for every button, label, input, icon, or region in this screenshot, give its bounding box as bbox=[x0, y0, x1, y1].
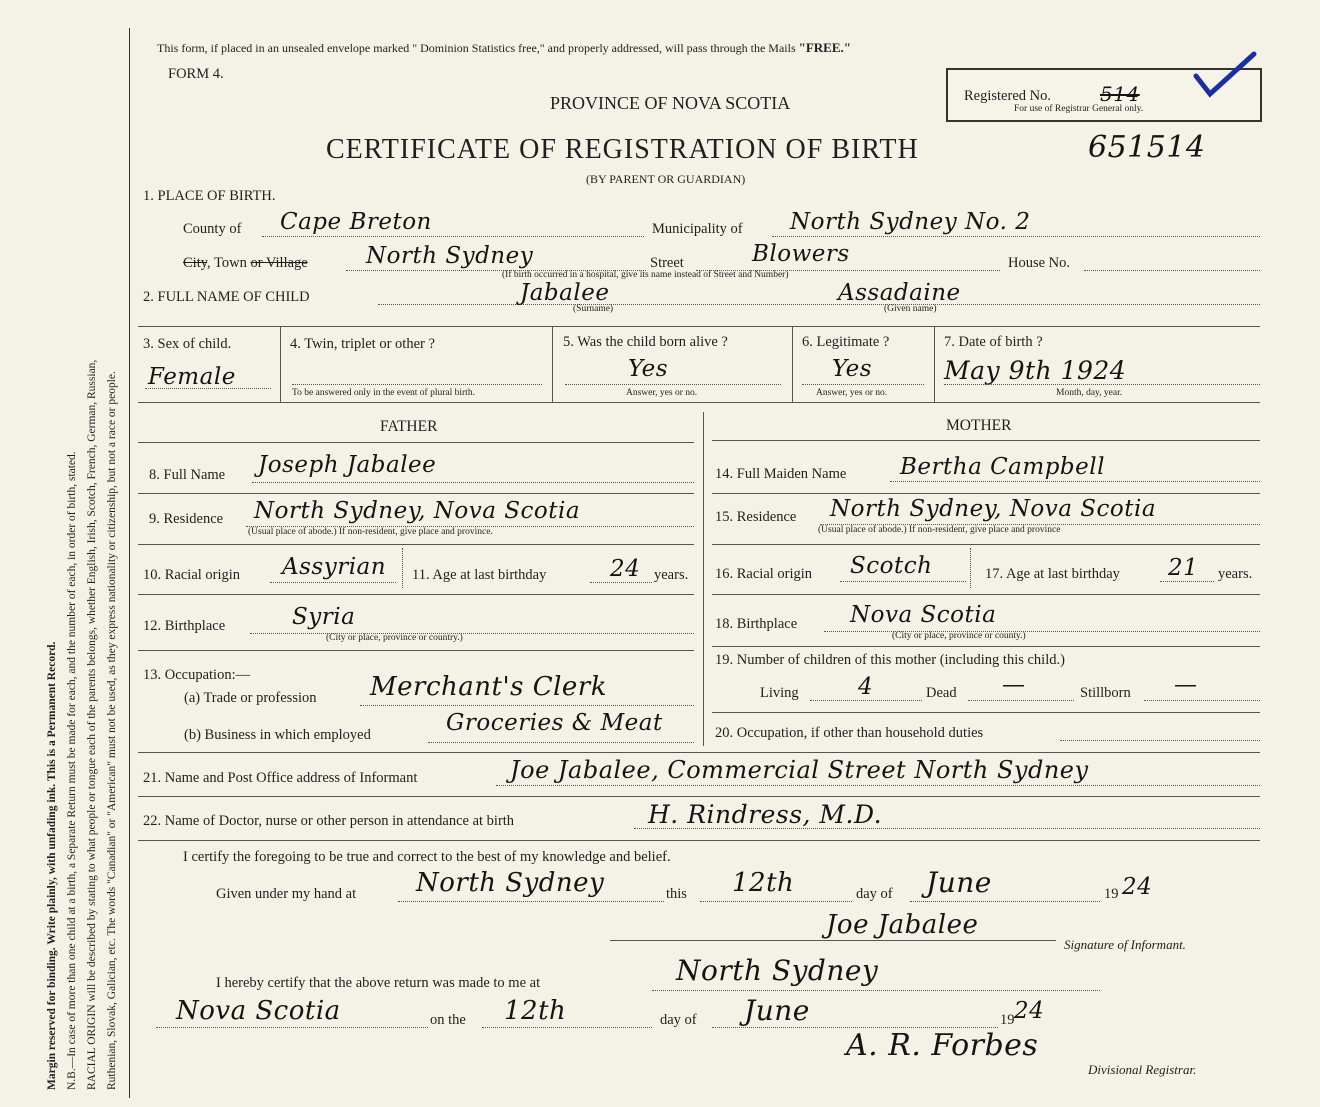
mother-birthplace-label: 18. Birthplace bbox=[715, 616, 798, 632]
dead-value: — bbox=[1002, 672, 1026, 698]
mother-name-label: 14. Full Maiden Name bbox=[715, 466, 847, 482]
dob-value: May 9th 1924 bbox=[944, 356, 1127, 385]
municipality-label: Municipality of bbox=[652, 221, 743, 237]
father-residence-value: North Sydney, Nova Scotia bbox=[254, 498, 581, 524]
registrar-signature-label: Divisional Registrar. bbox=[1088, 1062, 1197, 1077]
margin-rule bbox=[129, 28, 130, 1098]
registered-value: 514 bbox=[1100, 82, 1140, 106]
registrar-year-value: 24 bbox=[1014, 998, 1045, 1024]
margin-instructions bbox=[40, 0, 128, 1107]
born-alive-value: Yes bbox=[628, 356, 669, 382]
mother-race-value: Scotch bbox=[850, 553, 933, 579]
father-birthplace-value: Syria bbox=[292, 604, 356, 630]
city-label: City bbox=[183, 255, 208, 271]
certify-day-of-label: day of bbox=[856, 886, 893, 902]
informant-signature-label: Signature of Informant. bbox=[1064, 937, 1186, 952]
certify-year-prefix: 19 bbox=[1104, 886, 1119, 902]
mother-occupation-label: 20. Occupation, if other than household duties bbox=[715, 725, 984, 741]
page-subtitle: (BY PARENT OR GUARDIAN) bbox=[586, 172, 746, 186]
village-label: or Village bbox=[250, 255, 308, 271]
living-value: 4 bbox=[858, 674, 874, 700]
doctor-value: H. Rindress, M.D. bbox=[648, 800, 883, 829]
registrar-day-of-label: day of bbox=[660, 1012, 697, 1028]
mother-age-value: 21 bbox=[1168, 555, 1199, 581]
mother-residence-note: (Usual place of abode.) If non-resident, give place and province bbox=[818, 525, 1061, 535]
father-birthplace-label: 12. Birthplace bbox=[143, 618, 226, 634]
father-business-label: (b) Business in which employed bbox=[184, 727, 371, 743]
informant-label: 21. Name and Post Office address of Informant bbox=[143, 770, 418, 786]
registered-label: Registered No. bbox=[964, 88, 1051, 104]
child-surname-value: Jabalee bbox=[520, 280, 610, 306]
registrar-note: For use of Registrar General only. bbox=[1014, 104, 1144, 114]
certify-this-label: this bbox=[666, 886, 687, 902]
town-label bbox=[183, 255, 308, 272]
certify-month-value: June bbox=[926, 866, 992, 899]
surname-caption: (Surname) bbox=[573, 304, 614, 314]
place-of-birth-heading: 1. PLACE OF BIRTH. bbox=[143, 188, 276, 204]
twin-note: To be answered only in the event of plural birth. bbox=[292, 388, 475, 398]
checkmark-icon bbox=[1190, 48, 1260, 108]
sex-label: 3. Sex of child. bbox=[143, 336, 232, 352]
mother-age-years: years. bbox=[1218, 566, 1253, 582]
postal-notice bbox=[157, 40, 851, 56]
certify-day-value: 12th bbox=[732, 868, 795, 898]
postal-notice-free: "FREE." bbox=[798, 40, 851, 55]
certify-year-value: 24 bbox=[1122, 874, 1153, 900]
father-race-label: 10. Racial origin bbox=[143, 567, 241, 583]
father-residence-label: 9. Residence bbox=[149, 511, 224, 527]
margin-multiple-birth-note: N.B.—In case of more than one child at a birth, a Separate Return must be made for each, and the number of each, in order of birth, stated. bbox=[66, 451, 78, 1090]
father-occupation-label: 13. Occupation:— bbox=[143, 667, 251, 683]
handwritten-certificate-number: 651514 bbox=[1088, 130, 1206, 165]
mother-age-label: 17. Age at last birthday bbox=[985, 566, 1120, 582]
hospital-note: (If birth occurred in a hospital, give its name instead of Street and Number) bbox=[502, 270, 789, 280]
margin-racial-origin-note-2: Ruthenian, Slovak, Galician, etc. The words "Canadian" or "American" must not be used, as they express nationality or citizenship, but not a race or people. bbox=[106, 371, 118, 1090]
street-label: Street bbox=[650, 255, 684, 271]
father-heading: FATHER bbox=[380, 418, 438, 435]
father-residence-note: (Usual place of abode.) If non-resident, give place and province. bbox=[248, 527, 493, 537]
postal-notice-text: This form, if placed in an unsealed envelope marked " Dominion Statistics free," and properly addressed, will pass through the Mails bbox=[157, 41, 796, 55]
informant-value: Joe Jabalee, Commercial Street North Sydney bbox=[510, 756, 1089, 784]
informant-signature: Joe Jabalee bbox=[826, 910, 979, 940]
registrar-on-the-label: on the bbox=[430, 1012, 466, 1028]
legitimate-value: Yes bbox=[832, 356, 873, 382]
given-name-caption: (Given name) bbox=[884, 304, 937, 314]
registrar-province-value: Nova Scotia bbox=[176, 996, 341, 1026]
registrar-month-value: June bbox=[744, 994, 810, 1027]
stillborn-label: Stillborn bbox=[1080, 685, 1131, 701]
province-heading: PROVINCE OF NOVA SCOTIA bbox=[550, 93, 791, 113]
margin-binding-note: Margin reserved for binding. Write plainly, with unfading ink. This is a Permanent Record. bbox=[46, 641, 58, 1090]
twin-label: 4. Twin, triplet or other ? bbox=[290, 336, 435, 352]
dead-label: Dead bbox=[926, 685, 957, 701]
registrar-signature: A. R. Forbes bbox=[846, 1028, 1039, 1063]
living-label: Living bbox=[760, 685, 799, 701]
father-age-value: 24 bbox=[610, 556, 641, 582]
father-trade-label: (a) Trade or profession bbox=[184, 690, 317, 706]
sex-value: Female bbox=[148, 364, 236, 390]
county-label: County of bbox=[183, 221, 242, 237]
town-value: North Sydney bbox=[366, 243, 534, 269]
father-race-value: Assyrian bbox=[282, 554, 387, 580]
town-label-text: , Town bbox=[207, 255, 247, 271]
legitimate-label: 6. Legitimate ? bbox=[802, 334, 890, 350]
doctor-label: 22. Name of Doctor, nurse or other person in attendance at birth bbox=[143, 813, 515, 829]
page-title: CERTIFICATE OF REGISTRATION OF BIRTH bbox=[326, 134, 919, 165]
stillborn-value: — bbox=[1174, 672, 1198, 698]
given-under-hand-label: Given under my hand at bbox=[216, 886, 357, 902]
registrar-day-value: 12th bbox=[504, 996, 567, 1026]
mother-birthplace-note: (City or place, province or county.) bbox=[892, 631, 1026, 641]
child-name-label: 2. FULL NAME OF CHILD bbox=[143, 289, 310, 305]
born-alive-note: Answer, yes or no. bbox=[626, 388, 698, 398]
registrar-place-value: North Sydney bbox=[676, 954, 879, 987]
mother-residence-label: 15. Residence bbox=[715, 509, 797, 525]
father-trade-value: Merchant's Clerk bbox=[370, 672, 607, 702]
mother-birthplace-value: Nova Scotia bbox=[850, 602, 997, 628]
municipality-value: North Sydney No. 2 bbox=[790, 209, 1031, 235]
dob-note: Month, day, year. bbox=[1056, 388, 1123, 398]
father-age-label: 11. Age at last birthday bbox=[412, 567, 547, 583]
margin-racial-origin-note: RACIAL ORIGIN will be described by stating to what people or tongue each of the parents belongs, whether English, Irish, Scotch, French, German, Russian, bbox=[86, 359, 98, 1090]
mother-name-value: Bertha Campbell bbox=[900, 454, 1105, 480]
mother-race-label: 16. Racial origin bbox=[715, 566, 813, 582]
certify-place-value: North Sydney bbox=[416, 868, 605, 898]
child-given-name-value: Assadaine bbox=[838, 280, 961, 306]
registrar-statement: I hereby certify that the above return was made to me at bbox=[216, 975, 541, 991]
county-value: Cape Breton bbox=[280, 209, 432, 235]
form-number: FORM 4. bbox=[168, 66, 224, 82]
father-birthplace-note: (City or place, province or country.) bbox=[326, 633, 463, 643]
father-name-label: 8. Full Name bbox=[149, 467, 226, 483]
dob-label: 7. Date of birth ? bbox=[944, 334, 1043, 350]
legitimate-note: Answer, yes or no. bbox=[816, 388, 888, 398]
children-count-label: 19. Number of children of this mother (including this child.) bbox=[715, 652, 1065, 668]
certify-statement: I certify the foregoing to be true and correct to the best of my knowledge and belief. bbox=[183, 849, 671, 865]
registrar-year-prefix: 19 bbox=[1000, 1012, 1015, 1028]
mother-heading: MOTHER bbox=[946, 417, 1012, 434]
father-name-value: Joseph Jabalee bbox=[258, 452, 437, 478]
father-age-years: years. bbox=[654, 567, 689, 583]
street-value: Blowers bbox=[752, 241, 850, 267]
father-business-value: Groceries & Meat bbox=[446, 710, 663, 736]
mother-residence-value: North Sydney, Nova Scotia bbox=[830, 496, 1157, 522]
born-alive-label: 5. Was the child born alive ? bbox=[563, 334, 728, 350]
house-number-label: House No. bbox=[1008, 255, 1071, 271]
